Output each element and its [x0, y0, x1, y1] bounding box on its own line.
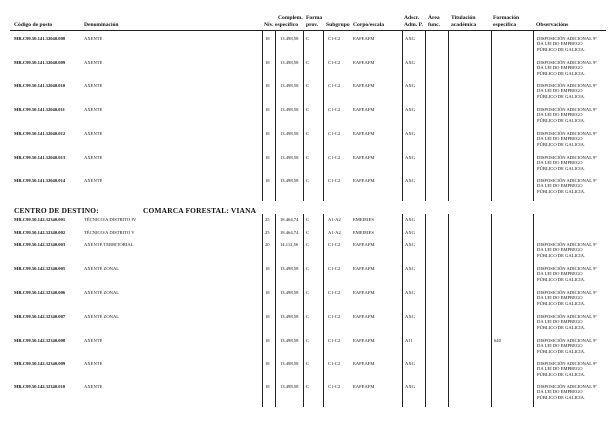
cell-nivel: 20	[265, 242, 270, 247]
rule	[303, 31, 304, 201]
cell-corpo: EAFEAFM	[353, 266, 375, 271]
cell-nivel: 18	[265, 36, 270, 41]
header-forma-line1: Forma	[306, 15, 323, 21]
cell-nivel: 25	[265, 217, 270, 222]
cell-subgrupo: C1-C2	[328, 338, 341, 343]
header-denominacion: Denominación	[84, 22, 119, 28]
cell-forma: C	[306, 217, 310, 222]
cell-corpo: EAFEAFM	[353, 178, 375, 183]
cell-nivel: 18	[265, 60, 270, 65]
rule	[402, 31, 403, 201]
cell-forma: C	[306, 361, 310, 366]
cell-adscr: AXG	[405, 266, 415, 271]
observacion-line: PÚBLICO DE GALICIA.	[537, 371, 586, 377]
observacion-line: PÚBLICO DE GALICIA.	[537, 117, 586, 123]
cell-observaciones	[537, 266, 613, 282]
cell-observaciones	[537, 384, 613, 400]
rule	[323, 31, 324, 201]
cell-adscr: AXG	[405, 230, 415, 235]
header-formacion-line2: específica	[493, 22, 516, 28]
cell-subgrupo: C1-C2	[328, 290, 341, 295]
observacion-line: DA LEI DO EMPREGO	[537, 295, 583, 301]
cell-subgrupo: C1-C2	[328, 242, 341, 247]
cell-corpo: EAFEAFM	[353, 155, 375, 160]
cell-forma: C	[306, 242, 310, 247]
header-forma-line2: prov.	[306, 22, 319, 28]
header-corpo: Corpo/escala	[353, 22, 385, 28]
cell-nivel: 18	[265, 107, 270, 112]
observacion-line: DA LEI DO EMPREGO	[537, 389, 583, 395]
cell-corpo: EAFEAFM	[353, 60, 375, 65]
cell-complemento: 13.498,58	[280, 107, 299, 112]
cell-adscr: AXG	[405, 131, 415, 136]
cell-subgrupo: C1-C2	[328, 155, 341, 160]
cell-codigo: MR.C99.50.142.32340.002	[14, 230, 66, 235]
observacion-line: DA LEI DO EMPREGO	[537, 88, 583, 94]
header-adscr-line2: Adm. P.	[404, 22, 423, 28]
rule	[425, 214, 426, 407]
cell-observaciones	[537, 155, 613, 171]
cell-forma: C	[306, 384, 310, 389]
cell-complemento: 13.498,58	[280, 290, 299, 295]
cell-complemento: 13.498,58	[280, 178, 299, 183]
cell-complemento: 13.498,58	[280, 155, 299, 160]
cell-observaciones	[537, 83, 613, 99]
cell-subgrupo: C1-C2	[328, 384, 341, 389]
cell-nivel: 18	[265, 131, 270, 136]
cell-forma: C	[306, 290, 310, 295]
cell-nivel: 18	[265, 290, 270, 295]
cell-corpo: EAFEAFM	[353, 107, 375, 112]
cell-observaciones	[537, 314, 613, 330]
observacion-line: DISPOSICIÓN ADICIONAL 9ª	[537, 155, 597, 160]
cell-denominacion: AXENTE	[84, 155, 103, 160]
cell-adscr: AXG	[405, 107, 415, 112]
cell-formacion: 640	[494, 338, 501, 343]
cell-forma: C	[306, 266, 310, 271]
rule	[491, 31, 492, 201]
cell-denominacion: AXENTE	[84, 36, 103, 41]
cell-denominacion: AXENTE	[84, 361, 103, 366]
cell-codigo: MR.C99.50.141.32040.011	[14, 107, 65, 112]
header-titulacion-line2: académica	[451, 22, 477, 28]
observacion-line: DISPOSICIÓN ADICIONAL 9ª	[537, 290, 597, 295]
cell-nivel: 18	[265, 83, 270, 88]
cell-codigo: MR.C99.50.142.32340.001	[14, 217, 66, 222]
cell-adscr: AXG	[405, 83, 415, 88]
cell-forma: C	[306, 178, 310, 183]
cell-codigo: MR.C99.50.141.32040.010	[14, 83, 66, 88]
cell-codigo: MR.C99.50.141.32040.009	[14, 60, 66, 65]
observacion-line: DISPOSICIÓN ADICIONAL 9ª	[537, 36, 597, 41]
cell-forma: C	[306, 36, 310, 41]
cell-denominacion: AXENTE	[84, 107, 103, 112]
section-value: COMARCA FORESTAL: VIANA	[143, 206, 257, 215]
observacion-line: DA LEI DO EMPREGO	[537, 160, 583, 166]
rule	[323, 214, 324, 407]
cell-codigo: MR.C99.50.142.32340.009	[14, 361, 66, 366]
observacion-line: DISPOSICIÓN ADICIONAL 9ª	[537, 178, 597, 183]
observacion-line: DISPOSICIÓN ADICIONAL 9ª	[537, 338, 597, 343]
cell-subgrupo: C1-C2	[328, 314, 341, 319]
cell-subgrupo: C1-C2	[328, 131, 341, 136]
observacion-line: DA LEI DO EMPREGO	[537, 183, 583, 189]
cell-corpo: EMEIEIES	[353, 217, 374, 222]
rule	[448, 214, 449, 407]
header-titulacion-line1: Titulación	[451, 15, 476, 21]
cell-observaciones	[537, 178, 613, 194]
observacion-line: DISPOSICIÓN ADICIONAL 9ª	[537, 131, 597, 136]
cell-nivel: 18	[265, 361, 270, 366]
cell-denominacion: TÉCNICO/A DISTRITO IV	[84, 217, 137, 222]
cell-complemento: 13.498,58	[280, 266, 299, 271]
cell-denominacion: AXENTE	[84, 178, 103, 183]
cell-corpo: EAFEAFM	[353, 242, 375, 247]
cell-denominacion: AXENTE	[84, 384, 103, 389]
cell-corpo: EAFEAFM	[353, 384, 375, 389]
observacion-line: PÚBLICO DE GALICIA.	[537, 324, 586, 330]
cell-denominacion: AXENTE	[84, 131, 103, 136]
cell-denominacion: AXENTE TERRITORIAL	[84, 242, 134, 247]
cell-adscr: AXG	[405, 242, 415, 247]
cell-forma: C	[306, 131, 310, 136]
observacion-line: DISPOSICIÓN ADICIONAL 9ª	[537, 242, 597, 247]
observacion-line: PÚBLICO DE GALICIA.	[537, 165, 586, 171]
cell-nivel: 18	[265, 338, 270, 343]
cell-complemento: 13.498,58	[280, 314, 299, 319]
cell-codigo: MR.C99.50.141.32040.012	[14, 131, 66, 136]
cell-forma: C	[306, 230, 310, 235]
cell-forma: C	[306, 107, 310, 112]
cell-subgrupo: C1-C2	[328, 83, 341, 88]
header-formacion-line1: Formación	[493, 15, 520, 21]
cell-forma: C	[306, 60, 310, 65]
cell-nivel: 18	[265, 384, 270, 389]
cell-adscr: AXG	[405, 384, 415, 389]
cell-complemento: 13.498,58	[280, 361, 299, 366]
cell-subgrupo: C1-C2	[328, 36, 341, 41]
rule	[533, 31, 534, 201]
rule	[275, 31, 276, 201]
observacion-line: PÚBLICO DE GALICIA.	[537, 46, 586, 52]
cell-observaciones	[537, 242, 613, 258]
cell-subgrupo: C1-C2	[328, 361, 341, 366]
cell-nivel: 18	[265, 155, 270, 160]
cell-subgrupo: C1-C2	[328, 60, 341, 65]
cell-denominacion: AXENTE ZONAL	[84, 266, 120, 271]
cell-codigo: MR.C99.50.142.32340.010	[14, 384, 66, 389]
observacion-line: PÚBLICO DE GALICIA.	[537, 348, 586, 354]
cell-adscr: AXG	[405, 178, 415, 183]
cell-forma: C	[306, 83, 310, 88]
header-area-line2: func.	[428, 22, 440, 28]
header-rule	[10, 30, 606, 31]
cell-complemento: 13.498,58	[280, 131, 299, 136]
cell-codigo: MR.C99.50.142.32340.007	[14, 314, 66, 319]
cell-denominacion: AXENTE ZONAL	[84, 290, 120, 295]
cell-adscr: AXG	[405, 60, 415, 65]
cell-corpo: EAFEAFM	[353, 338, 375, 343]
cell-codigo: MR.C99.50.141.32040.008	[14, 36, 66, 41]
observacion-line: DA LEI DO EMPREGO	[537, 65, 583, 71]
cell-adscr: AXG	[405, 290, 415, 295]
cell-complemento: 13.498,58	[280, 338, 299, 343]
cell-corpo: EAFEAFM	[353, 131, 375, 136]
cell-denominacion: TÉCNICO/A DISTRITO V	[84, 230, 135, 235]
cell-observaciones	[537, 60, 613, 76]
cell-corpo: EAFEAFM	[353, 290, 375, 295]
observacion-line: DA LEI DO EMPREGO	[537, 112, 583, 118]
cell-complemento: 13.498,58	[280, 60, 299, 65]
cell-corpo: EMEIEIES	[353, 230, 374, 235]
cell-codigo: MR.C99.50.141.32040.013	[14, 155, 66, 160]
cell-subgrupo: A1-A2	[328, 230, 341, 235]
cell-codigo: MR.C99.50.142.32340.005	[14, 266, 66, 271]
cell-corpo: EAFEAFM	[353, 314, 375, 319]
cell-observaciones	[537, 107, 613, 123]
cell-nivel: 18	[265, 178, 270, 183]
cell-observaciones	[537, 361, 613, 377]
cell-forma: C	[306, 155, 310, 160]
cell-complemento: 13.498,58	[280, 384, 299, 389]
cell-adscr: AXG	[405, 36, 415, 41]
cell-complemento: 18.464,74	[280, 230, 299, 235]
observacion-line: DISPOSICIÓN ADICIONAL 9ª	[537, 60, 597, 65]
rule	[491, 214, 492, 407]
observacion-line: PÚBLICO DE GALICIA.	[537, 276, 586, 282]
observacion-line: PÚBLICO DE GALICIA.	[537, 252, 586, 258]
cell-corpo: EAFEAFM	[353, 36, 375, 41]
observacion-line: DA LEI DO EMPREGO	[537, 136, 583, 142]
rule	[275, 214, 276, 407]
header-area-line1: Área	[428, 15, 440, 21]
rule	[262, 214, 263, 407]
observacion-line: PÚBLICO DE GALICIA.	[537, 394, 586, 400]
observacion-line: DISPOSICIÓN ADICIONAL 9ª	[537, 107, 597, 112]
cell-adscr: AXG	[405, 314, 415, 319]
observacion-line: PÚBLICO DE GALICIA.	[537, 70, 586, 76]
cell-adscr: AXG	[405, 217, 415, 222]
cell-subgrupo: C1-C2	[328, 266, 341, 271]
header-observaciones: Observacións	[536, 22, 569, 28]
header-nivel: Nív.	[264, 22, 274, 28]
header-codigo: Código de posto	[14, 22, 53, 28]
observacion-line: PÚBLICO DE GALICIA.	[537, 141, 586, 147]
rule	[448, 31, 449, 201]
rule	[425, 31, 426, 201]
cell-observaciones	[537, 338, 613, 354]
rule	[533, 214, 534, 407]
observacion-line: PÚBLICO DE GALICIA.	[537, 188, 586, 194]
header-complemento-line2: específico	[275, 22, 298, 28]
cell-observaciones	[537, 36, 613, 52]
cell-codigo: MR.C99.50.142.32340.003	[14, 242, 66, 247]
cell-denominacion: AXENTE ZONAL	[84, 314, 120, 319]
cell-forma: C	[306, 314, 310, 319]
observacion-line: DA LEI DO EMPREGO	[537, 319, 583, 325]
cell-adscr: A11	[405, 338, 413, 343]
cell-denominacion: AXENTE	[84, 83, 103, 88]
cell-nivel: 18	[265, 266, 270, 271]
cell-adscr: AXG	[405, 155, 415, 160]
cell-codigo: MR.C99.50.141.32040.014	[14, 178, 66, 183]
observacion-line: DA LEI DO EMPREGO	[537, 41, 583, 47]
cell-complemento: 13.498,58	[280, 83, 299, 88]
observacion-line: DA LEI DO EMPREGO	[537, 343, 583, 349]
observacion-line: DISPOSICIÓN ADICIONAL 9ª	[537, 266, 597, 271]
observacion-line: DA LEI DO EMPREGO	[537, 247, 583, 253]
rule	[262, 31, 263, 201]
cell-corpo: EAFEAFM	[353, 361, 375, 366]
observacion-line: DISPOSICIÓN ADICIONAL 9ª	[537, 384, 597, 389]
cell-subgrupo: C1-C2	[328, 178, 341, 183]
cell-codigo: MR.C99.50.142.32340.006	[14, 290, 66, 295]
cell-forma: C	[306, 338, 310, 343]
cell-denominacion: AXENTE	[84, 338, 103, 343]
cell-denominacion: AXENTE	[84, 60, 103, 65]
observacion-line: DISPOSICIÓN ADICIONAL 9ª	[537, 83, 597, 88]
cell-subgrupo: C1-C2	[328, 107, 341, 112]
observacion-line: DA LEI DO EMPREGO	[537, 366, 583, 372]
observacion-line: DISPOSICIÓN ADICIONAL 9ª	[537, 361, 597, 366]
cell-observaciones	[537, 290, 613, 306]
cell-complemento: 13.498,58	[280, 36, 299, 41]
header-complemento-line1: Complem.	[278, 15, 303, 21]
cell-corpo: EAFEAFM	[353, 83, 375, 88]
observacion-line: DA LEI DO EMPREGO	[537, 271, 583, 277]
cell-complemento: 18.464,74	[280, 217, 299, 222]
cell-codigo: MR.C99.50.142.32340.008	[14, 338, 66, 343]
cell-nivel: 25	[265, 230, 270, 235]
observacion-line: PÚBLICO DE GALICIA.	[537, 300, 586, 306]
cell-subgrupo: A1-A2	[328, 217, 341, 222]
cell-adscr: AXG	[405, 361, 415, 366]
header-subgrupo: Subgrupo	[326, 22, 350, 28]
rule	[303, 214, 304, 407]
observacion-line: PÚBLICO DE GALICIA.	[537, 93, 586, 99]
cell-complemento: 14.112,56	[280, 242, 299, 247]
header-adscr-line1: Adscr.	[404, 15, 420, 21]
observacion-line: DISPOSICIÓN ADICIONAL 9ª	[537, 314, 597, 319]
rule	[402, 214, 403, 407]
cell-nivel: 18	[265, 314, 270, 319]
cell-observaciones	[537, 131, 613, 147]
section-label: CENTRO DE DESTINO:	[14, 206, 99, 215]
